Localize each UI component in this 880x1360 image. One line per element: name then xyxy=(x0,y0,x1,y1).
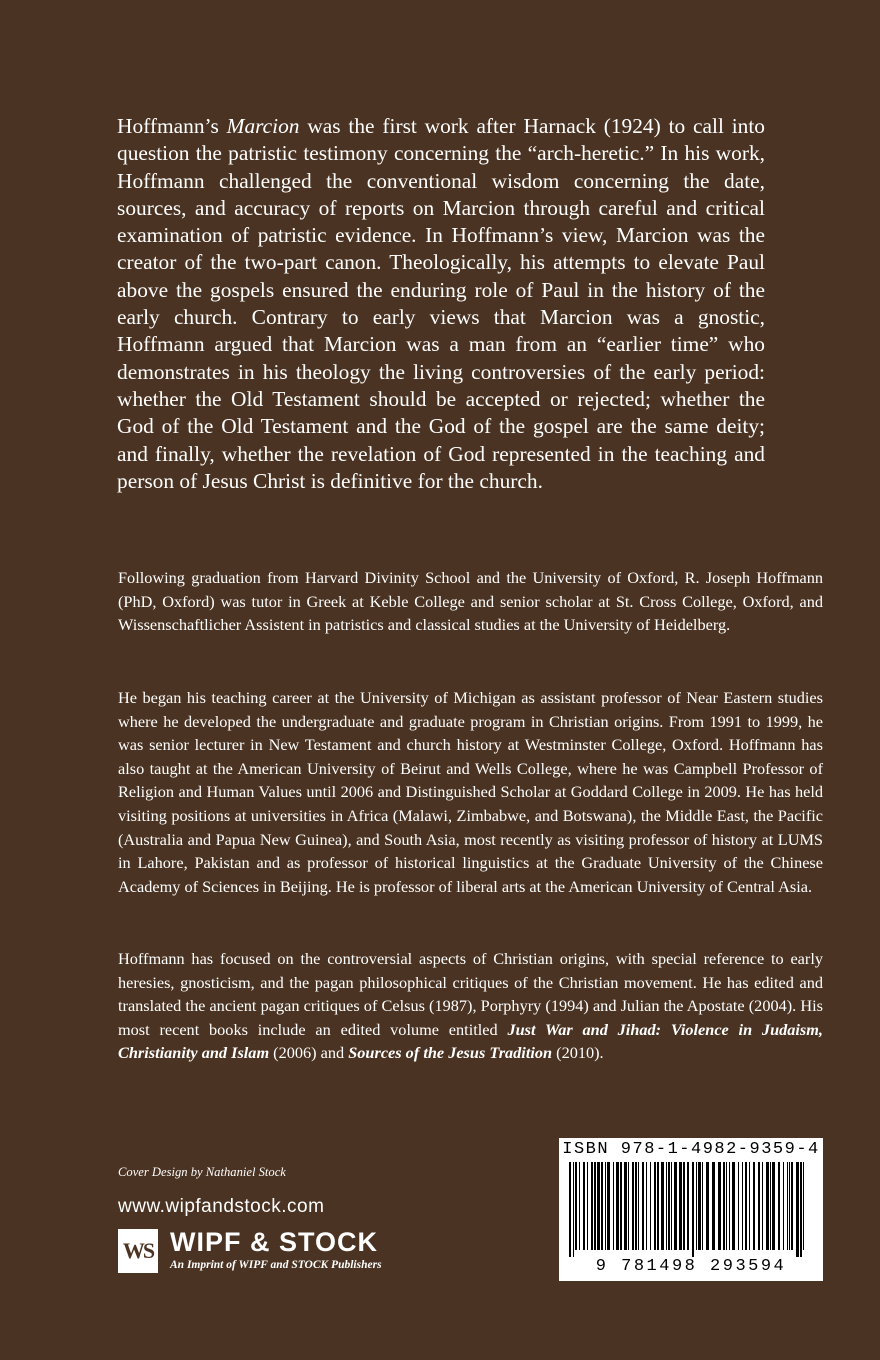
author-bio-paragraph-1: Following graduation from Harvard Divinity School and the University of Oxford, R. Joseph Hoffmann (PhD, Oxford) was tutor in Greek at Keble College and senior scholar at St. Cross College, Oxford, and Wissenschaftlicher Assistent in patristics and classical studies at the University of Heidelberg. xyxy=(118,568,823,635)
barcode-bar xyxy=(796,1162,799,1257)
barcode-bar xyxy=(657,1162,659,1250)
barcode-bar xyxy=(613,1162,614,1250)
publisher-tagline: An Imprint of WIPF and STOCK Publishers xyxy=(170,1259,382,1271)
barcode-bar xyxy=(661,1162,664,1250)
barcode-bar xyxy=(800,1162,802,1257)
barcode-bar xyxy=(696,1162,697,1250)
barcode-bar xyxy=(569,1162,571,1257)
barcode-bar xyxy=(654,1162,656,1250)
barcode-bars-icon xyxy=(569,1162,813,1257)
author-bio-paragraph-3 xyxy=(118,947,823,1065)
barcode-bar xyxy=(758,1162,760,1250)
publisher-name: WIPF & STOCK xyxy=(170,1227,379,1257)
barcode-bar xyxy=(723,1162,725,1250)
barcode-bar xyxy=(666,1162,667,1250)
barcode-bar xyxy=(732,1162,735,1250)
barcode-bar xyxy=(692,1162,694,1257)
barcode-bar xyxy=(687,1162,689,1250)
barcode-bar xyxy=(620,1162,622,1250)
book-blurb xyxy=(117,113,765,495)
barcode-bar xyxy=(671,1162,672,1250)
author-bio-paragraph-2: He began his teaching career at the University of Michigan as assistant professor of Near Eastern studies where he developed the undergraduate and graduate program in Christian origins. From 1991 to 1999, he was senior lecturer in New Testament and church history at Westminster College, Oxford. Hoffmann has also taught at the American University of Beirut and Wells College, where he was Campbell Professor of Religion and Human Values until 2006 and Distinguished Scholar at Goddard College in 2009. He has held visiting positions at universities in Africa (Malawi, Zimbabwe, and Botswana), the Middle East, the Pacific (Australia and Papua New Guinea), and South Asia, most recently as visiting professor of history at LUMS in Lahore, Pakistan and as professor of historical linguistics at the Graduate University of the Chinese Academy of Sciences in Beijing. He is professor of liberal arts at the American University of Central Asia. xyxy=(118,688,823,896)
bio3-text-b: (2006) and xyxy=(269,1043,349,1063)
barcode-bar xyxy=(762,1162,763,1250)
barcode-bar xyxy=(698,1162,701,1250)
barcode-bar xyxy=(635,1162,637,1250)
isbn-barcode xyxy=(559,1138,823,1281)
barcode-bar xyxy=(679,1162,682,1250)
barcode-digits: 9 781498 293594 xyxy=(595,1257,787,1276)
blurb-text-start: Hoffmann’s xyxy=(117,114,227,138)
barcode-bar xyxy=(712,1162,715,1250)
book-title-sources: Sources of the Jesus Tradition xyxy=(348,1043,553,1063)
barcode-bar xyxy=(706,1162,709,1250)
barcode-bar xyxy=(573,1162,574,1257)
cover-design-credit: Cover Design by Nathaniel Stock xyxy=(118,1165,286,1179)
barcode-bar xyxy=(646,1162,647,1250)
barcode-bar xyxy=(778,1162,780,1250)
barcode-bar xyxy=(594,1162,596,1250)
barcode-bar xyxy=(650,1162,651,1250)
barcode-bar xyxy=(583,1162,585,1250)
barcode-bar xyxy=(668,1162,670,1250)
barcode-bar xyxy=(591,1162,593,1250)
barcode-bar xyxy=(616,1162,619,1250)
barcode-bar xyxy=(729,1162,730,1250)
barcode-bar xyxy=(745,1162,747,1250)
publisher-logo xyxy=(118,1229,418,1279)
barcode-bar xyxy=(628,1162,629,1250)
barcode-bar xyxy=(726,1162,727,1250)
barcode-bar xyxy=(749,1162,750,1250)
barcode-bar xyxy=(718,1162,721,1250)
barcode-bar xyxy=(803,1162,804,1250)
barcode-bar xyxy=(597,1162,600,1250)
bio3-text-c: (2010). xyxy=(552,1043,604,1063)
barcode-bar xyxy=(766,1162,769,1250)
barcode-bar xyxy=(674,1162,677,1250)
barcode-bar xyxy=(642,1162,644,1250)
barcode-bar xyxy=(772,1162,775,1250)
ws-logo-letters: WS xyxy=(122,1238,154,1263)
blurb-text-rest: was the first work after Harnack (1924) to call into question the patristic testimony concerning the “arch-heretic.” In his work, Hoffmann challenged the conventional wisdom concerning the date, sources, and accuracy of reports on Marcion through careful and critical examination of patristic evidence. In Hoffmann’s view, Marcion was the creator of the two-part canon. Theologically, his attempts to elevate Paul above the gospels ensured the enduring role of Paul in the history of the early church. Contrary to early views that Marcion was a gnostic, Hoffmann argued that Marcion was a man from an “earlier time” who demonstrates in his theology the living controversies of the early period: whether the Old Testament should be accepted or rejected; whether the God of the Old Testament and the God of the gospel are the same deity; and finally, whether the revelation of God represented in the teaching and person of Jesus Christ is definitive for the church. xyxy=(117,114,766,493)
publisher-url: www.wipfandstock.com xyxy=(118,1196,325,1217)
barcode-bar xyxy=(601,1162,603,1250)
barcode-bar xyxy=(638,1162,639,1250)
barcode-bar xyxy=(742,1162,743,1250)
barcode-bar xyxy=(632,1162,634,1250)
barcode-bar xyxy=(575,1162,577,1250)
barcode-bar xyxy=(579,1162,580,1250)
barcode-bar xyxy=(789,1162,790,1250)
isbn-label: ISBN 978-1-4982-9359-4 xyxy=(562,1140,820,1159)
barcode-bar xyxy=(607,1162,610,1250)
barcode-bar xyxy=(683,1162,685,1250)
barcode-bar xyxy=(770,1162,771,1250)
barcode-bar xyxy=(624,1162,627,1250)
bio3-text-a: Hoffmann has focused on the controversial aspects of Christian origins, with special reference to early heresies, gnosticism, and the pagan philosophical critiques of the Christian movement. He has edited and translated the ancient pagan critiques of Celsus (1987), Porphyry (1994) and Julian the Apostate (2004). His most recent books include an edited volume entitled xyxy=(118,949,823,1039)
barcode-bar xyxy=(605,1162,606,1250)
blurb-title: Marcion xyxy=(226,114,300,138)
barcode-bar xyxy=(702,1162,703,1250)
barcode-bar xyxy=(787,1162,788,1250)
book-title-just-war: Just War and Jihad: Violence in Judaism, Christianity and Islam xyxy=(118,1019,824,1063)
ws-logo-icon xyxy=(118,1229,158,1273)
barcode-bar xyxy=(753,1162,755,1250)
barcode-bar xyxy=(783,1162,784,1250)
barcode-bar xyxy=(738,1162,739,1250)
barcode-bar xyxy=(587,1162,588,1250)
barcode-bar xyxy=(791,1162,793,1250)
